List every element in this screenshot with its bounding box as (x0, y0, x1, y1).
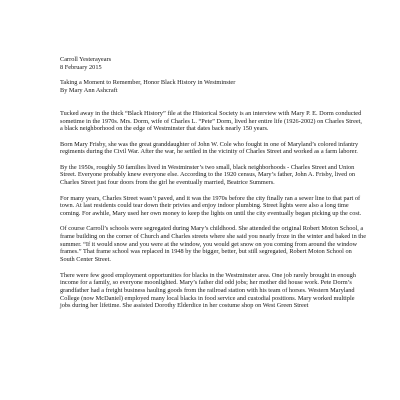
paragraph: By the 1950s, roughly 50 families lived in Westminster’s two small, black neighborhoods - Charles Street and Union Street. Everyone probably knew everyone else. According to the 1920 census, Mary’s father, John A. Frisby, lived on Charles Street just four doors from the girl he eventually married, Beatrice Summers. (60, 163, 356, 187)
spacer (60, 71, 366, 79)
paragraph: Born Mary Frisby, she was the great granddaughter of John W. Cole who fought in one of Maryland’s colored infantry regiments during the Civil War. After the war, he settled in the vicinity of Charles Street and worked as a farm laborer. (60, 140, 359, 156)
paragraph: Of course Carroll’s schools were segregated during Mary’s childhood. She attended the original Robert Moton School, a frame building on the corner of Church and Charles streets where she said you nearly froze in the winter and baked in the summer. “If it would snow and you were at the window, you would get snow on you coming from around the window frames.” That frame school was replaced in 1948 by the bigger, better, but still segregated, Robert Moton School on South Center Street. (60, 225, 366, 264)
paragraph: Tucked away in the thick “Black History” file at the Historical Society is an interview with Mary P. E. Dorm conducted sometime in the 1970s. Mrs. Dorm, wife of Charles L. “Pete” Dorm, lived her entire life (1926-2002) on Charles Street, a black neighborhood on the edge of Westminster that dates back nearly 150 years. (60, 109, 363, 133)
article (60, 56, 366, 318)
publication-date: 8 February 2015 (60, 63, 102, 71)
spacer (60, 95, 366, 103)
paragraph: There were few good employment opportunities for blacks in the Westminster area. One job rarely brought in enough income for a family, so everyone moonlighted. Mary’s father did odd jobs; her mother did house work. Pete Dorm’s grandfather had a freight business hauling goods from the railroad station with his team of horses. Western Maryland College (now McDaniel) employed many local blacks in food service and custodial positions. Mary worked multiple jobs during her lifetime. She assisted Dorothy Elderdice in her costume shop on West Green Street (60, 271, 356, 310)
byline: By Mary Ann Ashcraft (60, 86, 118, 94)
paragraph: For many years, Charles Street wasn’t paved, and it was the 1970s before the city finally ran a sewer line to that part of town. At last residents could tear down their privies and enjoy indoor plumbing. Street lights were also a long time coming. For awhile, Mary used her own money to keep the lights on until the city eventually began picking up the cost. (60, 194, 362, 217)
article-title: Taking a Moment to Remember, Honor Black History in Westminster (60, 79, 236, 87)
spacer (60, 102, 366, 110)
column-name: Carroll Yesterayears (60, 56, 112, 63)
